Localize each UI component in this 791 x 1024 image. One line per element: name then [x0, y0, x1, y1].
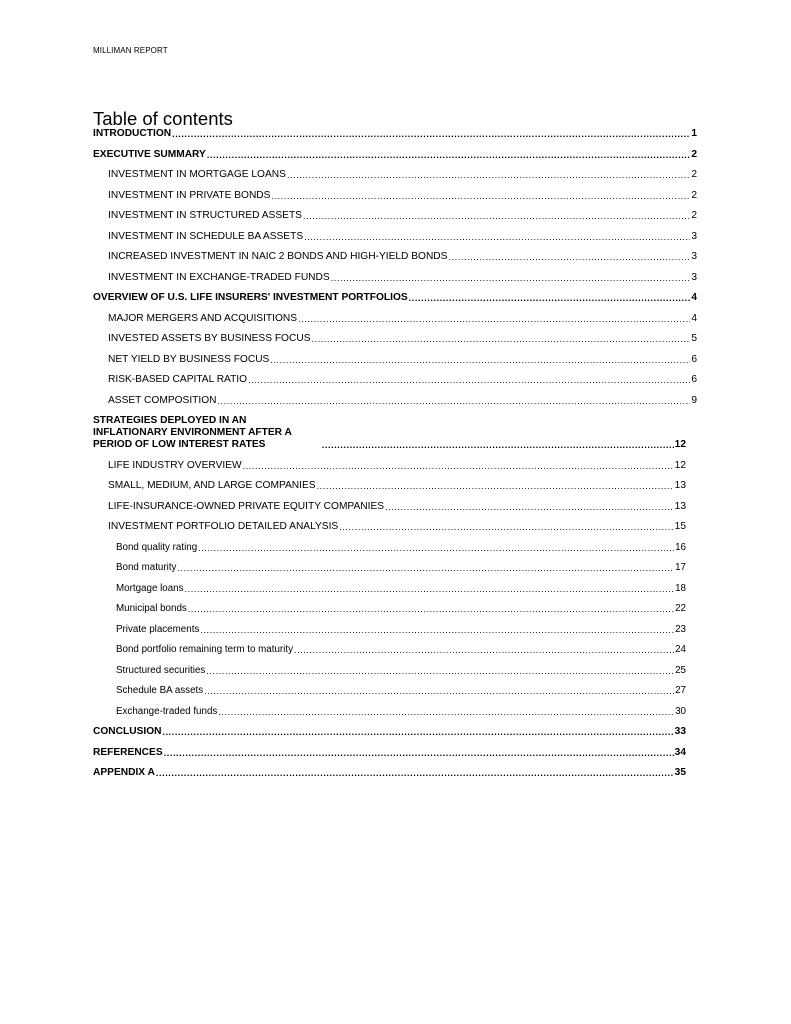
- toc-dot-leader: [164, 749, 674, 758]
- toc-title: Table of contents: [93, 108, 233, 130]
- toc-entry-title: Municipal bonds: [116, 603, 187, 614]
- toc-entry[interactable]: [93, 706, 697, 718]
- toc-entry-title: INVESTMENT IN EXCHANGE-TRADED FUNDS: [108, 271, 330, 283]
- toc-entry[interactable]: [93, 685, 697, 697]
- toc-entry-title: INTRODUCTION: [93, 128, 172, 139]
- toc-dot-leader: [206, 667, 674, 676]
- toc-entry-page: 35: [674, 767, 686, 778]
- toc-dot-leader: [248, 376, 690, 385]
- toc-entry[interactable]: [93, 562, 697, 574]
- toc-entry[interactable]: [93, 251, 697, 263]
- toc-dot-leader: [271, 192, 690, 201]
- toc-entry-title: CONCLUSION: [93, 726, 162, 737]
- toc-entry-title: REFERENCES: [93, 746, 163, 758]
- toc-entry[interactable]: [93, 149, 697, 161]
- toc-dot-leader: [172, 130, 690, 139]
- toc-entry-page: 33: [674, 726, 686, 737]
- toc-entry-title: Bond maturity: [116, 562, 177, 573]
- toc-entry-page: 3: [691, 230, 697, 242]
- toc-entry-title: Mortgage loans: [116, 582, 184, 594]
- toc-entry[interactable]: [93, 415, 697, 451]
- toc-entry[interactable]: [93, 501, 697, 513]
- toc-entry-page: 2: [691, 148, 697, 160]
- toc-entry-page: 6: [691, 353, 697, 365]
- toc-entry-title: INVESTMENT IN STRUCTURED ASSETS: [108, 210, 302, 221]
- toc-entry-title: MAJOR MERGERS AND ACQUISITIONS: [108, 312, 298, 324]
- toc-entry-title: SMALL, MEDIUM, AND LARGE COMPANIES: [108, 480, 316, 491]
- toc-entry[interactable]: [93, 665, 697, 677]
- toc-dot-leader: [409, 294, 691, 303]
- toc-dot-leader: [312, 335, 691, 344]
- toc-entry-page: 27: [675, 685, 686, 696]
- toc-dot-leader: [243, 462, 674, 471]
- toc-entry-page: 4: [691, 312, 697, 324]
- toc-entry[interactable]: [93, 272, 697, 284]
- toc-entry-title: INVESTMENT IN SCHEDULE BA ASSETS: [108, 230, 304, 242]
- toc-dot-leader: [339, 523, 673, 532]
- toc-entry[interactable]: [93, 313, 697, 325]
- toc-entry[interactable]: [93, 644, 697, 656]
- toc-entry[interactable]: [93, 624, 697, 636]
- toc-entry-page: 23: [675, 623, 686, 635]
- toc-entry-title: INCREASED INVESTMENT IN NAIC 2 BONDS AND HIGH-YIELD BONDS: [108, 251, 448, 262]
- toc-dot-leader: [185, 585, 675, 594]
- toc-entry-title: INVESTED ASSETS BY BUSINESS FOCUS: [108, 333, 311, 344]
- toc-entry[interactable]: [93, 333, 697, 345]
- toc-dot-leader: [331, 274, 691, 283]
- toc-entry-page: 30: [675, 705, 686, 717]
- toc-entry-page: 3: [691, 271, 697, 283]
- toc-entry-title: Structured securities: [116, 664, 206, 676]
- toc-dot-leader: [304, 233, 690, 242]
- toc-entry-page: 24: [675, 644, 686, 655]
- toc-entry[interactable]: [93, 603, 697, 615]
- toc-entry-page: 16: [675, 541, 686, 553]
- toc-entry-page: 34: [674, 746, 686, 758]
- toc-entry[interactable]: [93, 292, 697, 304]
- toc-entry[interactable]: [93, 521, 697, 533]
- toc-entry-title: Schedule BA assets: [116, 685, 204, 696]
- toc-dot-leader: [385, 503, 674, 512]
- toc-dot-leader: [294, 646, 674, 655]
- toc-entry[interactable]: [93, 395, 697, 407]
- toc-dot-leader: [218, 397, 691, 406]
- toc-entry-page: 2: [691, 189, 697, 201]
- toc-entry-page: 18: [675, 582, 686, 594]
- toc-entry-title: RISK-BASED CAPITAL RATIO: [108, 374, 248, 385]
- toc-entry[interactable]: [93, 354, 697, 366]
- toc-entry[interactable]: [93, 128, 697, 140]
- toc-dot-leader: [322, 441, 674, 450]
- toc-entry-title: ASSET COMPOSITION: [108, 394, 217, 406]
- toc-dot-leader: [162, 728, 673, 737]
- toc-entry-page: 12: [674, 439, 686, 450]
- toc-entry-title: APPENDIX A: [93, 767, 155, 778]
- toc-entry[interactable]: [93, 169, 697, 181]
- toc-entry-page: 17: [675, 562, 686, 573]
- toc-entry-title: LIFE INDUSTRY OVERVIEW: [108, 459, 242, 471]
- toc-entry-title: LIFE-INSURANCE-OWNED PRIVATE EQUITY COMPANIES: [108, 500, 385, 512]
- toc-dot-leader: [448, 253, 690, 262]
- toc-entry[interactable]: [93, 190, 697, 202]
- toc-entry-page: 5: [691, 333, 697, 344]
- toc-dot-leader: [207, 151, 691, 160]
- toc-entry[interactable]: [93, 480, 697, 492]
- toc-entry-title: Bond portfolio remaining term to maturity: [116, 644, 293, 655]
- toc-entry-title: INVESTMENT IN PRIVATE BONDS: [108, 189, 271, 201]
- toc-dot-leader: [303, 212, 690, 221]
- toc-entry-title: NET YIELD BY BUSINESS FOCUS: [108, 353, 270, 365]
- toc-entry[interactable]: [93, 583, 697, 595]
- toc-entry[interactable]: [93, 210, 697, 222]
- toc-dot-leader: [317, 482, 674, 491]
- toc-entry-page: 2: [691, 210, 697, 221]
- toc-dot-leader: [298, 315, 690, 324]
- toc-dot-leader: [188, 605, 674, 614]
- toc-entry-title: OVERVIEW OF U.S. LIFE INSURERS' INVESTMENT PORTFOLIOS: [93, 292, 408, 303]
- toc-entry-title: Private placements: [116, 623, 200, 635]
- toc-entry-page: 6: [691, 374, 697, 385]
- toc-entry-title: INVESTMENT IN MORTGAGE LOANS: [108, 169, 286, 180]
- toc-entry[interactable]: [93, 726, 697, 738]
- toc-entry-page: 9: [691, 394, 697, 406]
- toc-entry-page: 1: [691, 128, 697, 139]
- toc-entry[interactable]: [93, 542, 697, 554]
- toc-entry[interactable]: [93, 767, 697, 779]
- toc-entry-title: Bond quality rating: [116, 541, 198, 553]
- running-header: MILLIMAN REPORT: [93, 46, 168, 55]
- toc-entry-page: 25: [675, 664, 686, 676]
- toc-entry-page: 15: [674, 521, 686, 532]
- toc-dot-leader: [177, 564, 674, 573]
- toc-entry-title: STRATEGIES DEPLOYED IN AN INFLATIONARY ENVIRONMENT AFTER A PERIOD OF LOW INTEREST RATES: [93, 415, 292, 450]
- toc-entry[interactable]: [93, 460, 697, 472]
- toc-entry-title: Exchange-traded funds: [116, 705, 218, 717]
- toc-entry-title: EXECUTIVE SUMMARY: [93, 148, 206, 160]
- toc-entry-page: 3: [691, 251, 697, 262]
- toc-entry[interactable]: [93, 747, 697, 759]
- toc-entry-page: 13: [674, 500, 686, 512]
- toc-entry-page: 4: [691, 292, 697, 303]
- toc-entry-page: 12: [674, 459, 686, 471]
- toc-entry[interactable]: [93, 374, 697, 386]
- table-of-contents: [93, 128, 697, 788]
- toc-entry-page: 13: [674, 480, 686, 491]
- toc-entry-page: 2: [691, 169, 697, 180]
- toc-dot-leader: [198, 544, 674, 553]
- toc-entry-page: 22: [675, 603, 686, 614]
- toc-dot-leader: [218, 708, 674, 717]
- toc-entry-title: INVESTMENT PORTFOLIO DETAILED ANALYSIS: [108, 521, 339, 532]
- toc-dot-leader: [270, 356, 690, 365]
- toc-dot-leader: [200, 626, 674, 635]
- toc-dot-leader: [156, 769, 674, 778]
- toc-entry[interactable]: [93, 231, 697, 243]
- toc-dot-leader: [287, 171, 690, 180]
- toc-dot-leader: [204, 687, 674, 696]
